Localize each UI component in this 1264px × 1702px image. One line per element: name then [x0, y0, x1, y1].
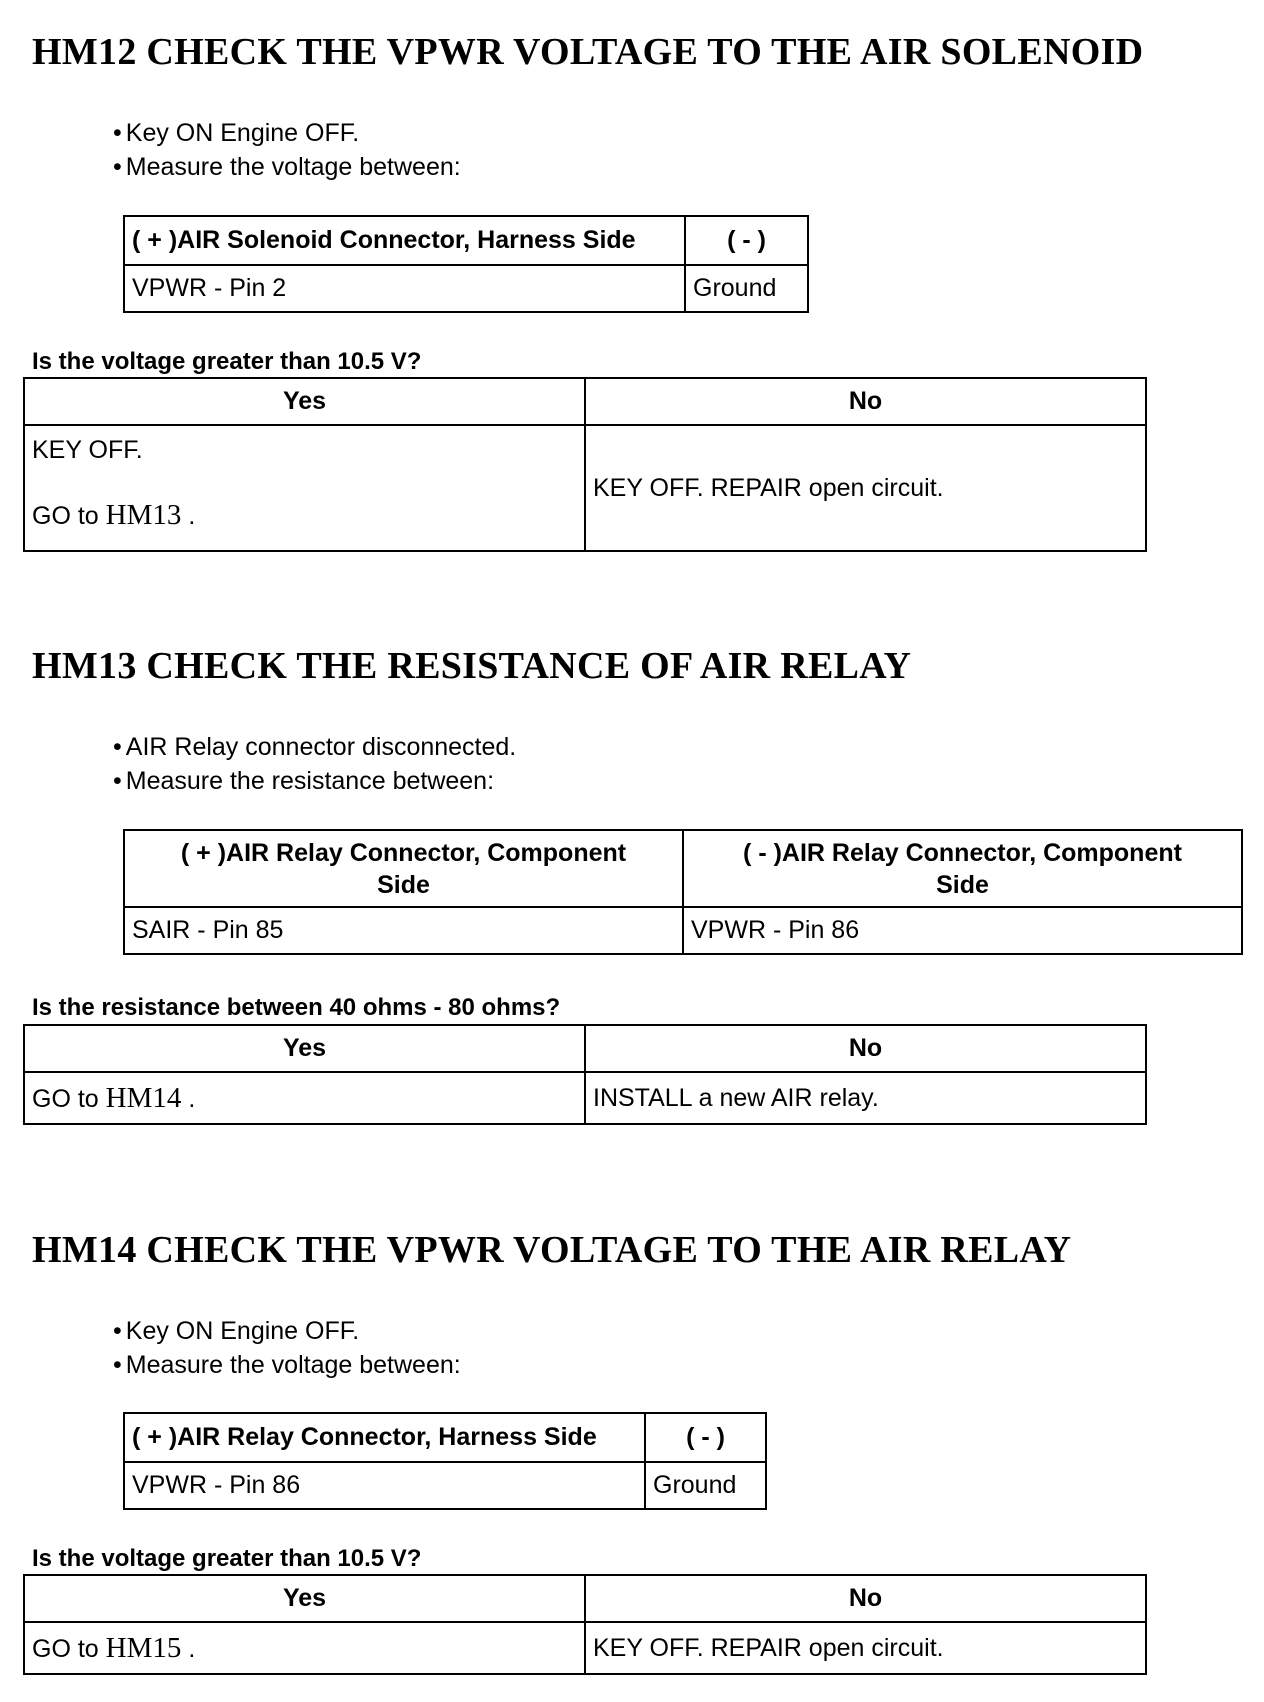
goto-prefix: GO to — [32, 502, 99, 530]
no-cell: KEY OFF. REPAIR open circuit. — [585, 425, 1146, 551]
minus-header — [683, 830, 1242, 907]
yes-header: Yes — [24, 1025, 585, 1072]
section-title-hm14: HM14 CHECK THE VPWR VOLTAGE TO THE AIR RELAY — [32, 1229, 1072, 1271]
yes-header: Yes — [24, 1575, 585, 1622]
minus-header-line: Side — [936, 870, 989, 899]
no-header: No — [585, 1575, 1146, 1622]
plus-header-line: Side — [377, 870, 430, 899]
goto-suffix: . — [188, 502, 196, 530]
section-title-hm13: HM13 CHECK THE RESISTANCE OF AIR RELAY — [32, 645, 912, 687]
step-item: • Key ON Engine OFF. — [113, 116, 461, 150]
question-hm13: Is the resistance between 40 ohms - 80 ohms? — [32, 994, 561, 1021]
step-item: • Measure the voltage between: — [113, 1348, 461, 1382]
plus-value: SAIR - Pin 85 — [124, 907, 683, 954]
minus-header-line: ( - )AIR Relay Connector, Component — [743, 838, 1182, 867]
plus-header: ( + )AIR Solenoid Connector, Harness Side — [124, 216, 685, 265]
result-table-hm14 — [23, 1574, 1147, 1675]
result-table-hm13 — [23, 1024, 1147, 1125]
plus-header-line: ( + )AIR Relay Connector, Component — [180, 838, 627, 867]
no-cell: KEY OFF. REPAIR open circuit. — [585, 1622, 1146, 1674]
goto-suffix: . — [188, 1084, 196, 1113]
question-hm14: Is the voltage greater than 10.5 V? — [32, 1545, 422, 1572]
measurement-table-hm14 — [123, 1412, 767, 1510]
measurement-table-hm13 — [123, 829, 1243, 955]
goto-prefix: GO to — [32, 1084, 99, 1113]
yes-cell — [24, 1072, 585, 1124]
step-item: • Measure the voltage between: — [113, 150, 461, 184]
no-cell: INSTALL a new AIR relay. — [585, 1072, 1146, 1124]
plus-value: VPWR - Pin 86 — [124, 1462, 645, 1509]
minus-header: ( - ) — [685, 216, 808, 265]
steps-list-hm13 — [113, 730, 516, 798]
section-title-hm12: HM12 CHECK THE VPWR VOLTAGE TO THE AIR SOLENOID — [32, 31, 1144, 73]
question-hm12: Is the voltage greater than 10.5 V? — [32, 348, 422, 375]
minus-value: VPWR - Pin 86 — [683, 907, 1242, 954]
measurement-table-hm12 — [123, 215, 809, 313]
goto-reference-link[interactable]: HM14 — [105, 1081, 182, 1114]
plus-header — [124, 830, 683, 907]
yes-header: Yes — [24, 378, 585, 425]
no-header: No — [585, 1025, 1146, 1072]
plus-header: ( + )AIR Relay Connector, Harness Side — [124, 1413, 645, 1462]
yes-cell — [24, 1622, 585, 1674]
result-table-hm12 — [23, 377, 1147, 552]
plus-value: VPWR - Pin 2 — [124, 265, 685, 312]
goto-prefix: GO to — [32, 1634, 99, 1663]
minus-value: Ground — [645, 1462, 766, 1509]
yes-line: KEY OFF. — [32, 436, 143, 464]
steps-list-hm14 — [113, 1314, 461, 1382]
goto-reference-link[interactable]: HM13 — [105, 499, 182, 531]
step-item: • AIR Relay connector disconnected. — [113, 730, 516, 764]
goto-line — [32, 499, 577, 532]
goto-reference-link[interactable]: HM15 — [105, 1631, 182, 1664]
minus-header: ( - ) — [645, 1413, 766, 1462]
step-item: • Measure the resistance between: — [113, 764, 516, 798]
yes-cell — [24, 425, 585, 551]
no-header: No — [585, 378, 1146, 425]
step-item: • Key ON Engine OFF. — [113, 1314, 461, 1348]
minus-value: Ground — [685, 265, 808, 312]
steps-list-hm12 — [113, 116, 461, 184]
goto-suffix: . — [188, 1634, 196, 1663]
